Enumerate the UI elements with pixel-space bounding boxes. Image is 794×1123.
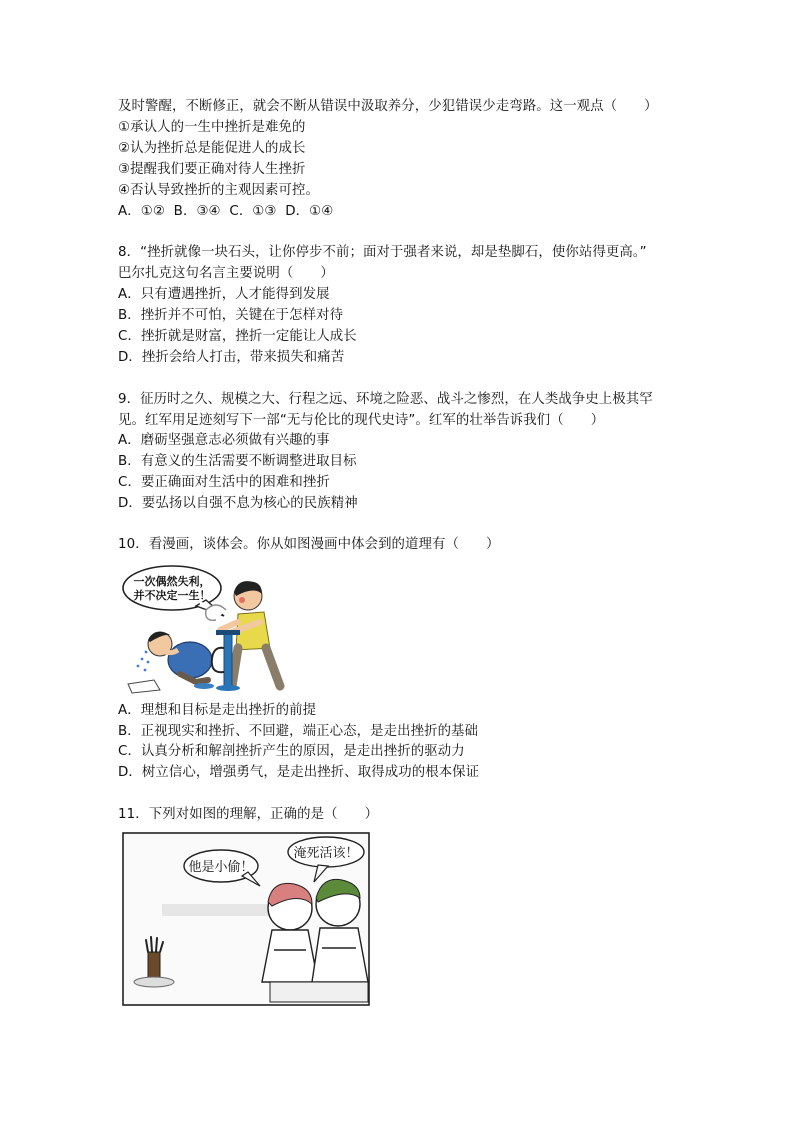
q10-bubble-line-2: 并不决定一生！ (133, 589, 211, 602)
q8-stem-2: 巴尔扎克这句名言主要说明（ ） (118, 266, 334, 281)
q11-bubble-right: 淹死活该！ (293, 846, 359, 861)
q10-stem: 10．看漫画，谈体会。你从如图漫画中体会到的道理有（ ） (118, 537, 500, 552)
q7-item-3: ③提醒我们要正确对待人生挫折 (118, 162, 306, 177)
q9-option-b: B．有意义的生活需要不断调整进取目标 (118, 454, 357, 469)
q11-cartoon (122, 832, 370, 1006)
q7-options: A．①② B．③④ C．①③ D．①④ (118, 204, 334, 219)
q11-bubble-left: 他是小偷！ (188, 860, 254, 875)
paper-icon (128, 680, 160, 693)
q7-item-1: ①承认人的一生中挫折是难免的 (118, 120, 306, 135)
q7-item-4: ④否认导致挫折的主观因素可控。 (118, 183, 319, 198)
q10-bubble-line-1: 一次偶然失利， (133, 575, 211, 588)
q7-stem: 及时警醒，不断修正，就会不断从错误中汲取养分，少犯错误少走弯路。这一观点（ ） (118, 99, 658, 114)
q10-option-b: B．正视现实和挫折、不回避，端正心态，是走出挫折的基础 (118, 724, 479, 739)
q9-option-c: C．要正确面对生活中的困难和挫折 (118, 475, 330, 490)
q7-item-2: ②认为挫折总是能促进人的成长 (118, 141, 306, 156)
q8-stem-1: 8．“挫折就像一块石头，让你停步不前；面对于强者来说，却是垫脚石，使你站得更高。” (118, 245, 647, 260)
q8-option-c: C．挫折就是财富，挫折一定能让人成长 (118, 329, 357, 344)
q8-option-b: B．挫折并不可怕，关键在于怎样对待 (118, 308, 344, 323)
q8-option-a: A．只有遭遇挫折，人才能得到发展 (118, 287, 330, 302)
q10-option-d: D．树立信心，增强勇气，是走出挫折、取得成功的根本保证 (118, 765, 480, 780)
q10-option-a: A．理想和目标是走出挫折的前提 (118, 703, 317, 718)
q10-option-c: C．认真分析和解剖挫折产生的原因，是走出挫折的驱动力 (118, 744, 465, 759)
q11-stem: 11．下列对如图的理解，正确的是（ ） (118, 807, 379, 822)
q9-option-a: A．磨砺坚强意志必须做有兴趣的事 (118, 433, 330, 448)
q9-stem-1: 9．征历时之久、规模之大、行程之远、环境之险恶、战斗之惨烈，在人类战争史上极其罕 (118, 392, 653, 407)
q9-stem-2: 见。红军用足迹刻写下一部“无与伦比的现代史诗”。红军的壮举告诉我们（ ） (118, 413, 605, 428)
q10-cartoon (120, 562, 310, 696)
q8-option-d: D．挫折会给人打击，带来损失和痛苦 (118, 350, 345, 365)
q9-option-d: D．要弘扬以自强不息为核心的民族精神 (118, 496, 358, 511)
